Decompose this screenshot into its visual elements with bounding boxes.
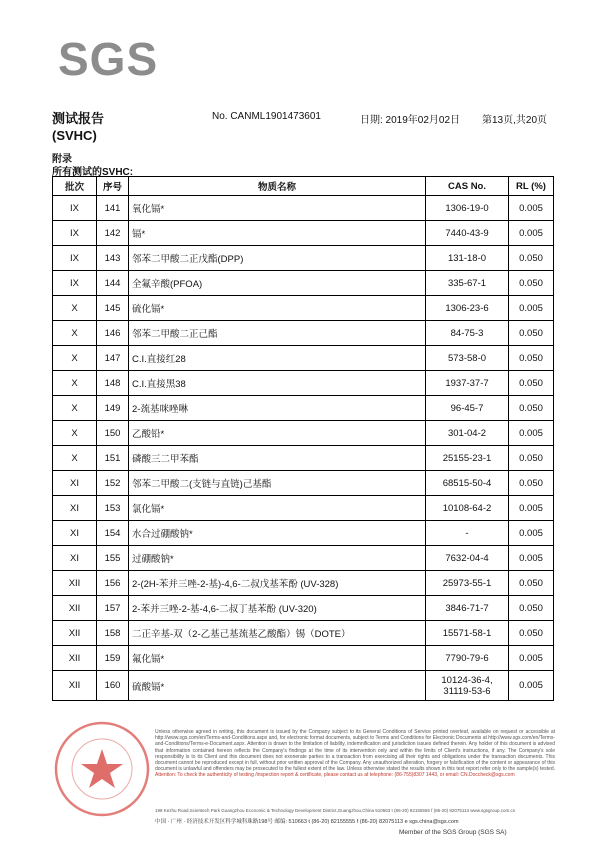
cell-batch: XI xyxy=(53,521,97,546)
cell-rl: 0.005 xyxy=(509,196,554,221)
table-row xyxy=(53,671,554,701)
all-tested-heading: 所有测试的SVHC: xyxy=(52,167,134,178)
cell-name: 磷酸三二甲苯酯 xyxy=(129,446,426,471)
cell-cas: 25155-23-1 xyxy=(426,446,509,471)
cell-rl: 0.050 xyxy=(509,471,554,496)
col-header-name: 物质名称 xyxy=(129,177,426,196)
cell-no: 151 xyxy=(97,446,129,471)
cell-batch: X xyxy=(53,421,97,446)
cell-name: 氧化镉* xyxy=(129,196,426,221)
cell-cas: 15571-58-1 xyxy=(426,621,509,646)
cell-name: 2-巯基咪唑啉 xyxy=(129,396,426,421)
cell-rl: 0.050 xyxy=(509,371,554,396)
table-row xyxy=(53,521,554,546)
table-row xyxy=(53,596,554,621)
cell-rl: 0.050 xyxy=(509,246,554,271)
cell-rl: 0.050 xyxy=(509,271,554,296)
cell-cas: 335-67-1 xyxy=(426,271,509,296)
table-row xyxy=(53,371,554,396)
cell-cas: 1306-23-6 xyxy=(426,296,509,321)
cell-batch: XI xyxy=(53,471,97,496)
cell-batch: IX xyxy=(53,221,97,246)
cell-cas: 68515-50-4 xyxy=(426,471,509,496)
cell-batch: XI xyxy=(53,496,97,521)
cell-cas: 10124-36-4, 31119-53-6 xyxy=(426,671,509,701)
table-row xyxy=(53,396,554,421)
table-row xyxy=(53,421,554,446)
cell-rl: 0.050 xyxy=(509,621,554,646)
cell-name: 水合过硼酸钠* xyxy=(129,521,426,546)
legal-disclaimer xyxy=(155,729,555,779)
cell-no: 141 xyxy=(97,196,129,221)
cell-cas: 301-04-2 xyxy=(426,421,509,446)
footer xyxy=(52,707,553,842)
cell-batch: X xyxy=(53,321,97,346)
cell-cas: 7790-79-6 xyxy=(426,646,509,671)
cell-name: 邻苯二甲酸二正己酯 xyxy=(129,321,426,346)
table-row xyxy=(53,621,554,646)
cell-no: 145 xyxy=(97,296,129,321)
cell-rl: 0.050 xyxy=(509,396,554,421)
cell-no: 159 xyxy=(97,646,129,671)
member-statement: Member of the SGS Group (SGS SA) xyxy=(399,829,507,836)
table-row xyxy=(53,571,554,596)
table-row xyxy=(53,296,554,321)
table-row xyxy=(53,496,554,521)
cell-batch: X xyxy=(53,346,97,371)
cell-name: 硫酸镉* xyxy=(129,671,426,701)
legal-text: Unless otherwise agreed in writing, this document is issued by the Company subject to its General Conditions of Service printed overleaf, available on request or accessible at http://www.sgs.com/en/Terms-and-Conditions.aspx and, for electronic format documents, subject to Terms and Conditions for Electronic Documents at http://www.sgs.com/en/Terms-and-Conditions/Terms-e-Document.aspx. Attention is drawn to the limitation of liability, indemnification and jurisdiction issues defined therein. Any holder of this document is advised that information contained hereon reflects the Company's findings at the time of its intervention only and within the limits of Client's instructions, if any. The Company's sole responsibility is to its Client and this document does not exonerate parties to a transaction from exercising all their rights and obligations under the transaction documents. This document cannot be reproduced except in full, without prior written approval of the Company. Any unauthorized alteration, forgery or falsification of the content or appearance of this document is unlawful and offenders may be prosecuted to the fullest extent of the law. Unless otherwise stated the results shown in this test report refer only to the sample(s) tested. xyxy=(155,729,555,773)
col-header-no: 序号 xyxy=(97,177,129,196)
cell-name: 邻苯二甲酸二(支链与直链)己基酯 xyxy=(129,471,426,496)
cell-rl: 0.005 xyxy=(509,546,554,571)
cell-rl: 0.005 xyxy=(509,521,554,546)
cell-rl: 0.050 xyxy=(509,571,554,596)
cell-cas: 3846-71-7 xyxy=(426,596,509,621)
address-chinese: 中国 · 广州 · 经济技术开发区科学城科珠路198号 邮编: 510663 t (86-20) 82155555 f (86-20) 82075113 e sgs.china@sgs.com xyxy=(155,819,459,825)
table-row xyxy=(53,346,554,371)
cell-name: C.I.直接红28 xyxy=(129,346,426,371)
cell-name: 二正辛基-双（2-乙基己基巯基乙酸酯）锡（DOTE） xyxy=(129,621,426,646)
cell-batch: XI xyxy=(53,546,97,571)
col-header-cas: CAS No. xyxy=(426,177,509,196)
cell-rl: 0.005 xyxy=(509,221,554,246)
table-row xyxy=(53,646,554,671)
cell-name: C.I.直接黑38 xyxy=(129,371,426,396)
cell-cas: 7440-43-9 xyxy=(426,221,509,246)
page-indicator: 第13页,共20页 xyxy=(482,115,548,126)
table-row xyxy=(53,446,554,471)
cell-no: 146 xyxy=(97,321,129,346)
cell-batch: X xyxy=(53,296,97,321)
cell-rl: 0.005 xyxy=(509,421,554,446)
appendix-heading: 附录 xyxy=(52,154,72,165)
cell-no: 149 xyxy=(97,396,129,421)
cell-no: 156 xyxy=(97,571,129,596)
table-row xyxy=(53,546,554,571)
cell-batch: IX xyxy=(53,196,97,221)
cell-no: 143 xyxy=(97,246,129,271)
cell-name: 硫化镉* xyxy=(129,296,426,321)
cell-name: 氟化镉* xyxy=(129,646,426,671)
svhc-table xyxy=(52,176,554,701)
report-subtitle: (SVHC) xyxy=(52,128,97,143)
cell-cas: 1937-37-7 xyxy=(426,371,509,396)
cell-no: 158 xyxy=(97,621,129,646)
cell-name: 全氟辛酸(PFOA) xyxy=(129,271,426,296)
cell-cas: 7632-04-4 xyxy=(426,546,509,571)
sgs-logo xyxy=(58,34,162,84)
cell-rl: 0.005 xyxy=(509,296,554,321)
cell-batch: XII xyxy=(53,621,97,646)
cell-batch: XII xyxy=(53,596,97,621)
report-date: 日期: 2019年02月02日 xyxy=(360,115,461,126)
cell-no: 150 xyxy=(97,421,129,446)
cell-cas: 131-18-0 xyxy=(426,246,509,271)
cell-cas: 25973-55-1 xyxy=(426,571,509,596)
cell-cas: 96-45-7 xyxy=(426,396,509,421)
address-english: 198 Kezhu Road,Scientech Park Guangzhou Economic & Technology Development District,Guangzhou,China 510663 t (86-20) 82155555 f (86-20) 82075113 www.sgsgroup.com.cn xyxy=(155,808,516,813)
cell-rl: 0.050 xyxy=(509,346,554,371)
cell-batch: X xyxy=(53,371,97,396)
cell-rl: 0.005 xyxy=(509,496,554,521)
cell-no: 142 xyxy=(97,221,129,246)
cell-cas: 1306-19-0 xyxy=(426,196,509,221)
cell-batch: IX xyxy=(53,271,97,296)
table-row xyxy=(53,321,554,346)
cell-name: 乙酸铅* xyxy=(129,421,426,446)
cell-batch: XII xyxy=(53,646,97,671)
cell-cas: - xyxy=(426,521,509,546)
cell-rl: 0.005 xyxy=(509,671,554,701)
cell-rl: 0.005 xyxy=(509,646,554,671)
cell-batch: X xyxy=(53,396,97,421)
cell-no: 153 xyxy=(97,496,129,521)
cell-cas: 10108-64-2 xyxy=(426,496,509,521)
authenticity-notice: Attention: To check the authenticity of testing /inspection report & certificate, please contact us at telephone: (86-755)8307 1443, or email: CN.Doccheck@sgs.com xyxy=(155,772,515,779)
table-header-row xyxy=(53,177,554,196)
cell-no: 147 xyxy=(97,346,129,371)
cell-rl: 0.050 xyxy=(509,446,554,471)
col-header-batch: 批次 xyxy=(53,177,97,196)
sgs-logo-text: SGS xyxy=(58,33,159,85)
cell-no: 157 xyxy=(97,596,129,621)
cell-no: 155 xyxy=(97,546,129,571)
table-row xyxy=(53,271,554,296)
cell-no: 144 xyxy=(97,271,129,296)
cell-no: 160 xyxy=(97,671,129,701)
cell-name: 2-苯并三唑-2-基-4,6-二叔丁基苯酚 (UV-320) xyxy=(129,596,426,621)
cell-cas: 84-75-3 xyxy=(426,321,509,346)
cell-name: 2-(2H-苯并三唑-2-基)-4,6-二叔戊基苯酚 (UV-328) xyxy=(129,571,426,596)
report-title: 测试报告 xyxy=(52,111,105,126)
cell-name: 邻苯二甲酸二正戊酯(DPP) xyxy=(129,246,426,271)
cell-no: 148 xyxy=(97,371,129,396)
cell-batch: XII xyxy=(53,671,97,701)
cell-rl: 0.050 xyxy=(509,321,554,346)
report-number: No. CANML1901473601 xyxy=(212,111,321,122)
cell-batch: XII xyxy=(53,571,97,596)
cell-batch: X xyxy=(53,446,97,471)
cell-name: 氯化镉* xyxy=(129,496,426,521)
cell-no: 152 xyxy=(97,471,129,496)
seal-stamp-icon xyxy=(52,719,152,819)
table-row xyxy=(53,471,554,496)
table-row xyxy=(53,246,554,271)
cell-rl: 0.050 xyxy=(509,596,554,621)
cell-name: 镉* xyxy=(129,221,426,246)
cell-batch: IX xyxy=(53,246,97,271)
cell-no: 154 xyxy=(97,521,129,546)
cell-name: 过硼酸钠* xyxy=(129,546,426,571)
cell-cas: 573-58-0 xyxy=(426,346,509,371)
table-row xyxy=(53,221,554,246)
col-header-rl: RL (%) xyxy=(509,177,554,196)
table-row xyxy=(53,196,554,221)
